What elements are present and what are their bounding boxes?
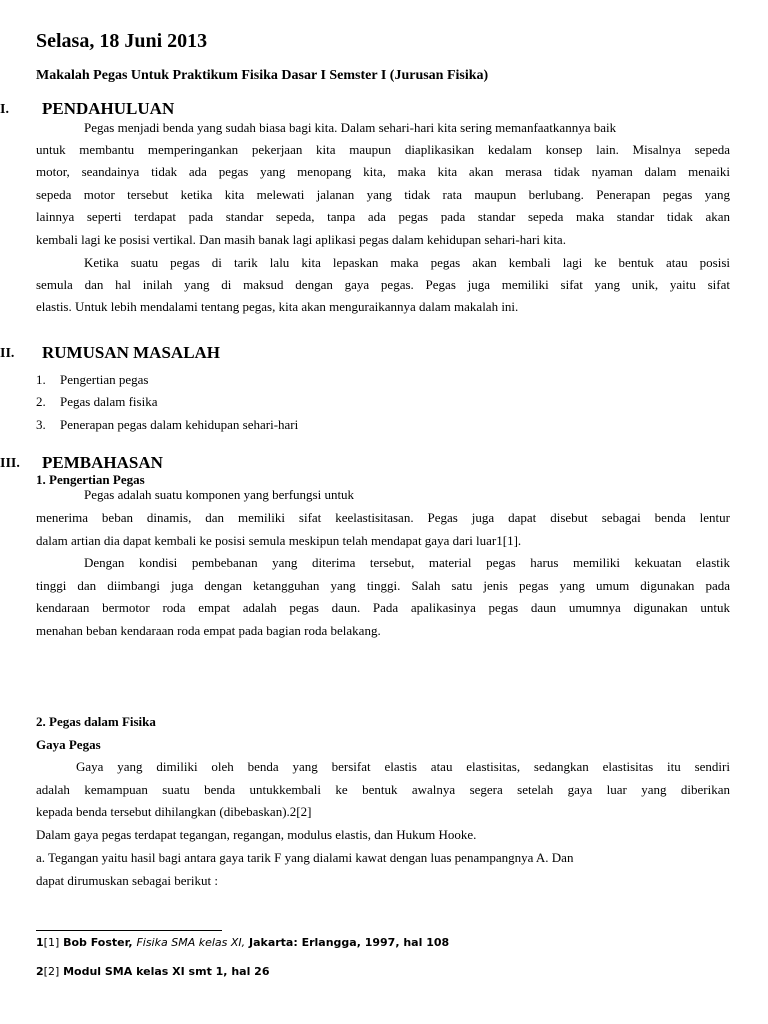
footnote-divider	[36, 930, 222, 931]
footnote-book-title: Fisika SMA kelas XI,	[136, 936, 246, 949]
list-number: 1.	[36, 372, 46, 387]
footnote-1	[36, 936, 449, 949]
footnote-publisher: Jakarta: Erlangga, 1997, hal 108	[245, 936, 450, 949]
list-text: Pegas dalam fisika	[60, 394, 158, 409]
paragraph-line: a. Tegangan yaitu hasil bagi antara gaya tarik F yang dialami kawat dengan luas penampangnya A. Dan	[36, 850, 574, 865]
paragraph-line: kendaraan bermotor roda empat adalah pegas daun. Pada apalikasinya pegas daun umumnya digunakan untuk	[36, 600, 730, 615]
paragraph-line: Gaya yang dimiliki oleh benda yang bersifat elastis atau elastisitas, sedangkan elastisitas itu sendiri	[76, 759, 730, 774]
list-number: 3.	[36, 417, 46, 432]
section-3-heading: PEMBAHASAN	[42, 453, 163, 472]
paragraph-line: adalah kemampuan suatu benda untukkembali ke bentuk awalnya segera setelah gaya luar yang diberikan	[36, 782, 730, 797]
footnote-ref-link[interactable]: [1]	[43, 936, 60, 949]
footnote-number: 2	[36, 965, 44, 978]
section-1-number: I.	[0, 102, 9, 117]
paragraph-line: kepada benda tersebut dihilangkan (dibebaskan).2[2]	[36, 804, 312, 819]
paragraph-line: kembali lagi ke posisi vertikal. Dan masih banak lagi aplikasi pegas dalam kehidupan sehari-hari kita.	[36, 232, 566, 247]
list-text: Penerapan pegas dalam kehidupan sehari-hari	[60, 417, 299, 432]
paragraph-line: menahan beban kendaraan roda empat pada bagian roda belakang.	[36, 623, 381, 638]
list-item	[36, 372, 148, 388]
page-date: Selasa, 18 Juni 2013	[36, 30, 208, 52]
paragraph-line: Pegas menjadi benda yang sudah biasa bagi kita. Dalam sehari-hari kita sering memanfaatkannya baik	[84, 120, 617, 135]
section-2-heading: RUMUSAN MASALAH	[42, 343, 221, 362]
subsection-2-heading: 2. Pegas dalam Fisika	[36, 714, 156, 729]
footnote-source: Modul SMA kelas XI smt 1, hal 26	[59, 965, 270, 978]
section-3-number: III.	[0, 456, 20, 471]
paragraph-line: menerima beban dinamis, dan memiliki sifat keelastisitasan. Pegas juga dapat disebut sebagai benda lentur	[36, 510, 730, 525]
footnote-author: Bob Foster,	[59, 936, 137, 949]
paragraph-line: dalam artian dia dapat kembali ke posisi semula meskipun telah mendapat gaya dari luar1[1].	[36, 533, 522, 548]
list-item	[36, 417, 298, 433]
paragraph-line: sepeda motor tersebut ketika kita melewati jalanan yang tidak rata maupun berlubang. Penerapan pegas yang	[36, 187, 730, 202]
paragraph-line: Ketika suatu pegas di tarik lalu kita lepaskan maka pegas akan kembali lagi ke bentuk atau posisi	[84, 255, 730, 270]
paragraph-line: Dalam gaya pegas terdapat tegangan, regangan, modulus elastis, dan Hukum Hooke.	[36, 827, 477, 842]
paragraph-line: lainnya seperti terdapat pada standar sepeda, tanpa ada pegas pada standar sepeda maka standar tidak akan	[36, 209, 730, 224]
subsection-1-heading: 1. Pengertian Pegas	[36, 472, 145, 487]
document-subtitle: Makalah Pegas Untuk Praktikum Fisika Dasar I Semster I (Jurusan Fisika)	[36, 68, 489, 83]
paragraph-line: elastis. Untuk lebih mendalami tentang pegas, kita akan menguraikannya dalam makalah ini.	[36, 299, 519, 314]
section-1-heading: PENDAHULUAN	[42, 99, 175, 118]
footnote-2	[36, 965, 269, 978]
paragraph-line: Dengan kondisi pembebanan yang diterima tersebut, material pegas harus memiliki kekuatan elastik	[84, 555, 730, 570]
list-item	[36, 394, 157, 410]
footnote-number: 1	[36, 936, 44, 949]
paragraph-line: semula dan hal inilah yang di maksud dengan gaya pegas. Pegas juga memiliki sifat yang unik, yaitu sifat	[36, 277, 730, 292]
paragraph-line: motor, seandainya tidak ada pegas yang menopang kita, maka kita akan merasa tidak nyaman dalam menaiki	[36, 164, 730, 179]
subsection-2-subheading: Gaya Pegas	[36, 737, 101, 752]
paragraph-line: untuk membantu memperingankan pekerjaan kita maupun diaplikasikan kedalam konsep lain. Misalnya sepeda	[36, 142, 730, 157]
list-number: 2.	[36, 394, 46, 409]
paragraph-line: dapat dirumuskan sebagai berikut :	[36, 873, 218, 888]
footnote-ref-link[interactable]: [2]	[43, 965, 60, 978]
list-text: Pengertian pegas	[60, 372, 149, 387]
section-2-number: II.	[0, 346, 15, 361]
paragraph-line: Pegas adalah suatu komponen yang berfungsi untuk	[84, 487, 355, 502]
paragraph-line: tinggi dan diimbangi juga dengan ketangguhan yang tinggi. Salah satu jenis pegas yang umum digunakan pada	[36, 578, 730, 593]
